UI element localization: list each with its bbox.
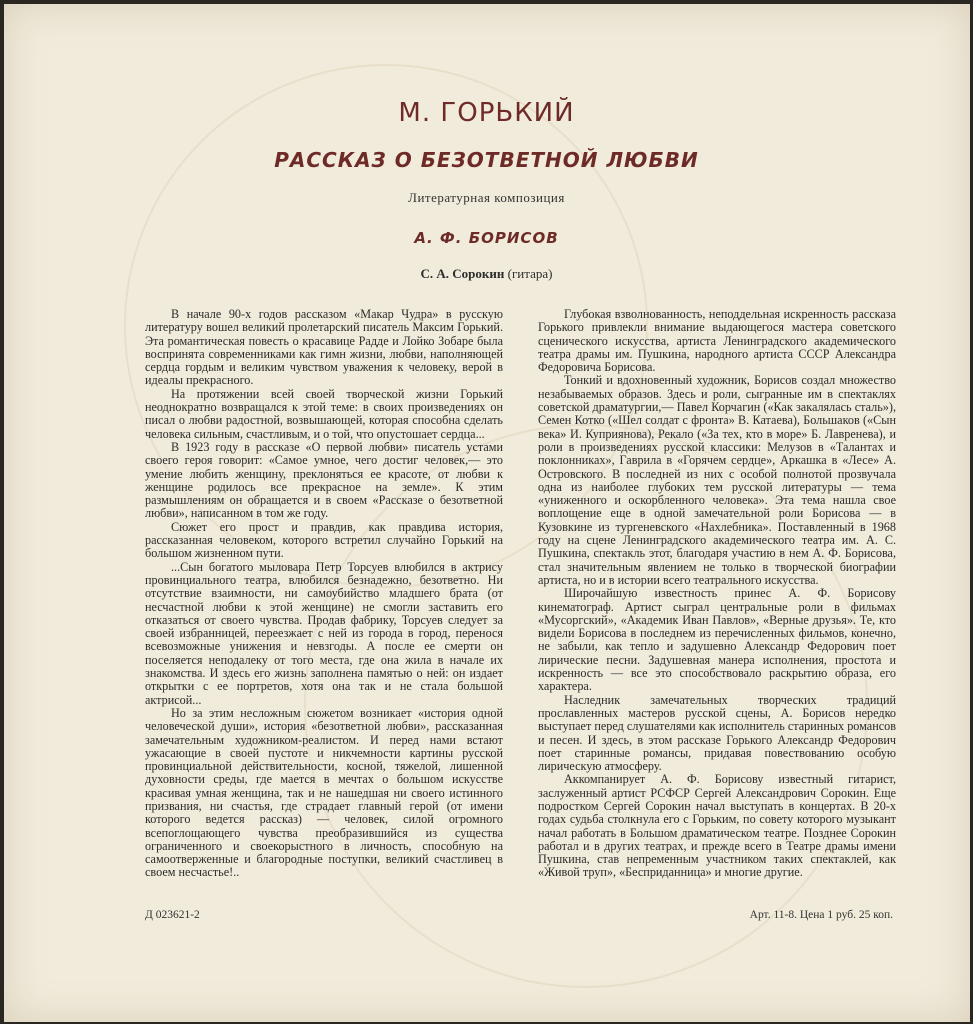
- paragraph: В 1923 году в рассказе «О первой любви» писатель устами своего героя говорит: «Самое умное, чего достиг человек,— это умение любить женщину, преклоняться ее красоте, от любви к женщине родилось все прекрасное на земле». К этим размышлениям он обращается и в своем «Рассказе о безответной любви», написанном в том же году.: [145, 439, 503, 521]
- work-title: РАССКАЗ О БЕЗОТВЕТНОЙ ЛЮБВИ: [274, 148, 699, 172]
- paragraph: На протяжении всей своей творческой жизни Горький неоднократно возвращался к этой теме: в своих произведениях он писал о любви радостной, возвышающей, которая способна сделать человека сильным, счастливым, и о той, что опустошает сердца...: [145, 386, 503, 441]
- accompanist-name: С. А. Сорокин: [420, 266, 505, 281]
- paragraph: Тонкий и вдохновенный художник, Борисов создал множество незабываемых образов. Здесь и роли, сыгранные им в спектаклях советской драматургии,— Павел Корчагин («Как закалялась сталь»), Семен Котко («Шел солдат с фронта» В. Катаева), Большаков («Сын века» И. Куприянова), Рекало («За тех, кто в море» Б. Лавренева), и роли в произведениях русской классики: Мелузов в «Талантах и поклонниках», Гаврила в «Горячем сердце», Аркашка в «Лесе» А. Островского. В последней из них с особой полнотой прозвучала одна из наиболее глубоких тем русской литературы — тема «униженного и оскорбленного человека». Эта тема нашла свое воплощение еще в одной замечательной роли Борисова — в Кузовкине из тургеневского «Нахлебника». Поставленный в 1968 году на сцене Ленинградского академического театра им. А. С. Пушкина, спектакль этот, благодаря участию в нем А. Ф. Борисова, стал значительным явлением не только в творческой биографии артиста, но и в истории всего театрального искусства.: [538, 373, 896, 587]
- catalog-number: Д 023621-2: [145, 909, 200, 921]
- paragraph: Глубокая взволнованность, неподдельная искренность рассказа Горького привлекли внимание выдающегося мастера советского сценического искусства, артиста Ленинградского академического театра драмы им. Пушкина, народного артиста СССР Александра Федоровича Борисова.: [538, 307, 896, 375]
- price-line: Арт. 11-8. Цена 1 руб. 25 коп.: [749, 909, 893, 921]
- author-name: М. ГОРЬКИЙ: [398, 98, 575, 128]
- liner-notes-right-column: [538, 308, 896, 880]
- accompanist-line: [0, 266, 973, 282]
- performer-name: А. Ф. БОРИСОВ: [414, 229, 559, 247]
- paragraph: Сюжет его прост и правдив, как правдива история, рассказанная человеком, которого встретил случайно Горький на большом жизненном пути.: [145, 519, 503, 561]
- accompanist-role: (гитара): [507, 266, 553, 281]
- paragraph: В начале 90-х годов рассказом «Макар Чудра» в русскую литературу вошел великий пролетарский писатель Максим Горький. Эта романтическая повесть о красавице Радде и Лойко Зобаре была воспринята современниками как гимн жизни, любви, наполняющей сердца гордым и великим чувством уважения к человеку, верой в идеалы прекрасного.: [145, 307, 503, 388]
- paragraph: Но за этим несложным сюжетом возникает «история одной человеческой души», история «безответной любви», рассказанная замечательным художником-реалистом. И перед нами встают ужасающие в своей пустоте и никчемности картины русской провинциальной действительности, косной, тяжелой, лишенной духовности среды, где мается в мечтах о большом искусстве красивая умная женщина, так и не нашедшая ни своего истинного призвания, ни счастья, где страдает главный герой (от имени которого ведется рассказ) — человек, силой огромного всепоглощающего чувства преобразившийся из существа ограниченного и своекорыстного в личность, способную на самоотверженные и благородные поступки, великий счастливец в своем несчастье!..: [145, 705, 503, 880]
- paragraph: Аккомпанирует А. Ф. Борисову известный гитарист, заслуженный артист РСФСР Сергей Александрович Сорокин. Еще подростком Сергей Сорокин начал выступать в концертах. В 20-х годах судьба столкнула его с Горьким, по совету которого музыкант начал работать в Большом драматическом театре. Позднее Сорокин работал и в других театрах, и прежде всего в Театре драмы имени Пушкина, став непременным участником таких спектаклей, как «Живой труп», «Бесприданница» и многие другие.: [538, 772, 896, 880]
- paragraph: Наследник замечательных творческих традиций прославленных мастеров русской сцены, А. Борисов нередко выступает перед слушателями как исполнитель старинных романсов и песен. И здесь, в этом рассказе Горького Александр Федорович поет старинные романсы, придавая повествованию особую лирическую атмосферу.: [538, 692, 896, 774]
- paragraph: ...Сын богатого мыловара Петр Торсуев влюбился в актрису провинциального театра, влюбился безнадежно, безответно. Ни отсутствие взаимности, ни самоубийство младшего брата (от несчастной любви к этой женщине) не смогли заставить его отказаться от своего чувства. Продав фабрику, Торсуев следует за своей избранницей, переезжает с ней из города в город, перенося всевозможные унижения и невзгоды. А после ее смерти он поселяется неподалеку от того места, где она жила в начале их знакомства. И здесь его жизнь заполнена памятью о ней: он издает открытки с ее портретов, хотя она так и не стала большой актрисой...: [145, 559, 503, 707]
- paragraph: Широчайшую известность принес А. Ф. Борисову кинематограф. Артист сыграл центральные роли в фильмах «Мусоргский», «Академик Иван Павлов», «Верные друзья». Те, кто видели Борисова в последнем из перечисленных фильмов, конечно, не забыли, как тепло и задушевно Александр Федорович поет лирические песни. Задушевная манера исполнения, простота и искренность — все это способствовало раскрытию образа, его характера.: [538, 586, 896, 694]
- liner-notes-left-column: [145, 308, 503, 880]
- work-subtitle: Литературная композиция: [408, 190, 565, 205]
